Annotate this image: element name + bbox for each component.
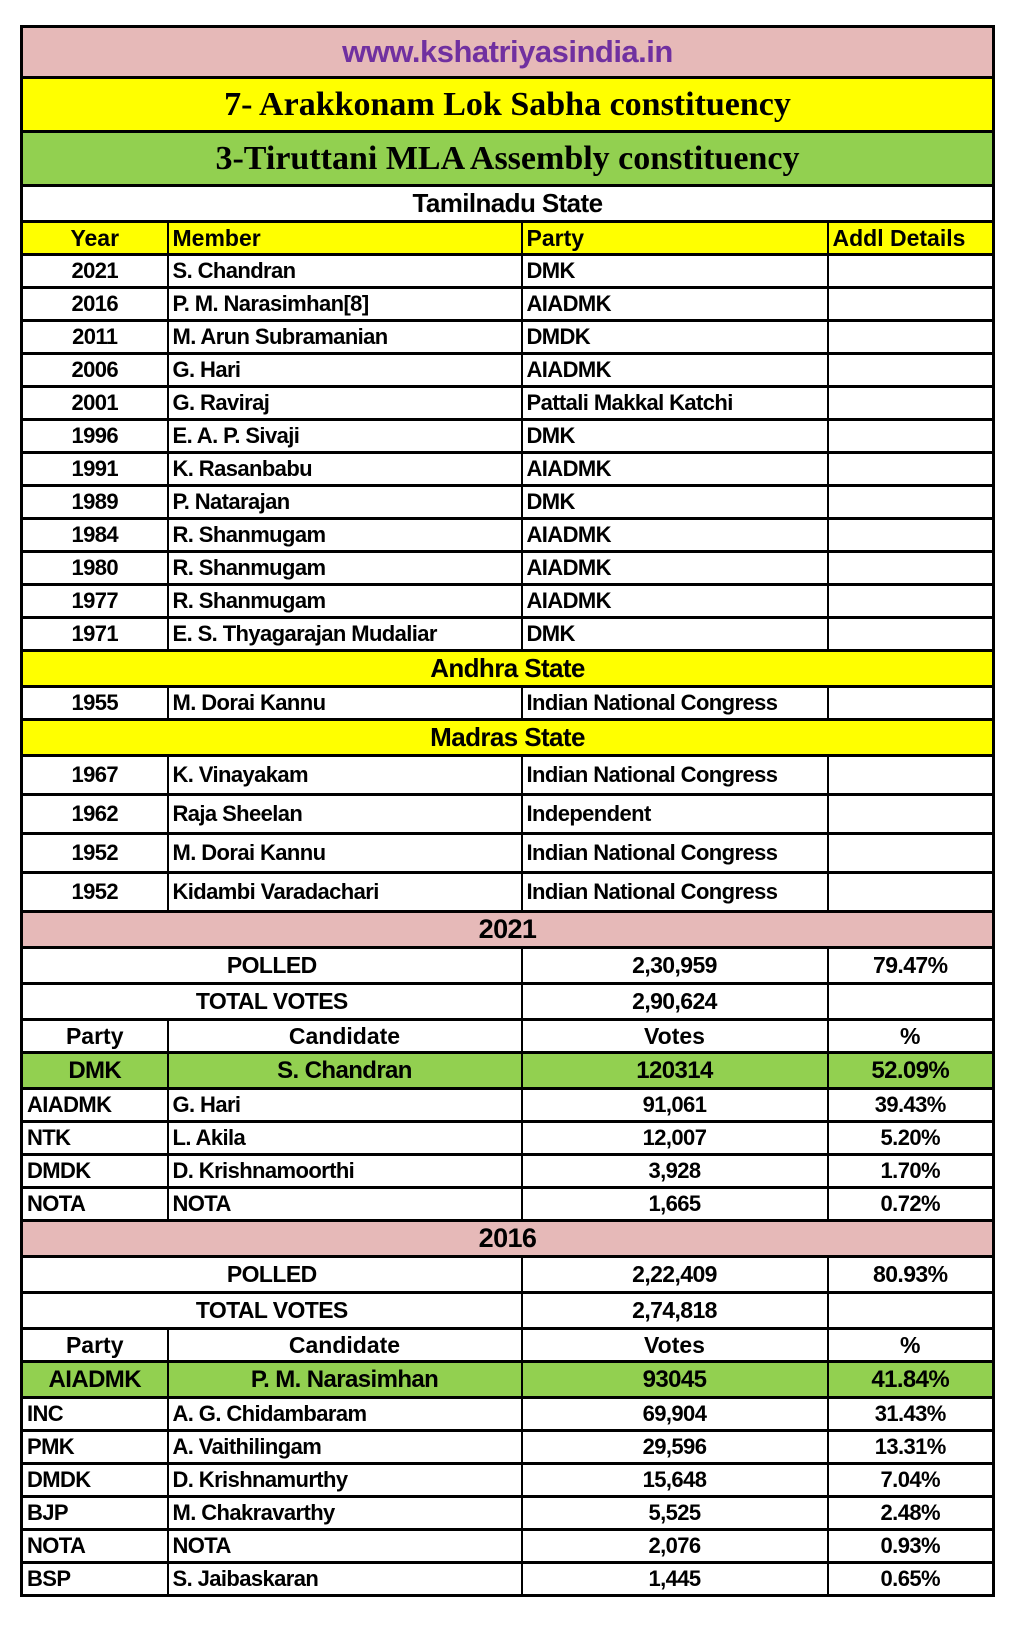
party-cell: AIADMK: [522, 519, 828, 552]
member-cell: P. M. Narasimhan[8]: [168, 288, 522, 321]
history-row: [22, 288, 994, 321]
total-votes-label: TOTAL VOTES: [22, 984, 522, 1020]
pct-col-header: %: [828, 1329, 994, 1362]
state-band-label: Andhra State: [22, 651, 994, 687]
votes-cell: 2,076: [522, 1530, 828, 1563]
member-cell: G. Raviraj: [168, 387, 522, 420]
addl-cell: [828, 756, 994, 795]
votes-cell: 1,665: [522, 1188, 828, 1221]
result-row: [22, 1089, 994, 1122]
year-cell: 1971: [22, 618, 168, 651]
party-cell: NOTA: [22, 1188, 168, 1221]
state-band-row: [22, 720, 994, 756]
member-cell: M. Dorai Kannu: [168, 687, 522, 720]
party-cell: Independent: [522, 795, 828, 834]
party-cell: Pattali Makkal Katchi: [522, 387, 828, 420]
election-year-band-row: [22, 1221, 994, 1257]
history-row: [22, 387, 994, 420]
votes-col-header: Votes: [522, 1020, 828, 1053]
polled-row: [22, 1257, 994, 1293]
site-banner-url[interactable]: www.kshatriyasindia.in: [22, 27, 994, 78]
pct-col-header: %: [828, 1020, 994, 1053]
party-cell: DMK: [522, 618, 828, 651]
polled-votes: 2,22,409: [522, 1257, 828, 1293]
year-cell: 1991: [22, 453, 168, 486]
party-cell: DMK: [522, 420, 828, 453]
total-votes-label: TOTAL VOTES: [22, 1293, 522, 1329]
candidate-cell: S. Chandran: [168, 1053, 522, 1089]
year-cell: 1962: [22, 795, 168, 834]
addl-cell: [828, 618, 994, 651]
history-col-header-row: [22, 222, 994, 255]
addl-cell: [828, 486, 994, 519]
member-cell: E. A. P. Sivaji: [168, 420, 522, 453]
party-cell: Indian National Congress: [522, 687, 828, 720]
candidate-col-header: Candidate: [168, 1329, 522, 1362]
party-cell: AIADMK: [522, 585, 828, 618]
addl-cell: [828, 834, 994, 873]
member-cell: M. Dorai Kannu: [168, 834, 522, 873]
member-cell: K. Rasanbabu: [168, 453, 522, 486]
year-cell: 1955: [22, 687, 168, 720]
assembly-title-row: [22, 132, 994, 186]
results-col-header-row: [22, 1329, 994, 1362]
pct-cell: 13.31%: [828, 1431, 994, 1464]
addl-cell: [828, 420, 994, 453]
candidate-cell: S. Jaibaskaran: [168, 1563, 522, 1596]
member-cell: M. Arun Subramanian: [168, 321, 522, 354]
history-row: [22, 687, 994, 720]
result-row: [22, 1563, 994, 1596]
result-row: [22, 1122, 994, 1155]
history-row: [22, 756, 994, 795]
result-row: [22, 1530, 994, 1563]
party-col-header: Party: [22, 1329, 168, 1362]
candidate-cell: M. Chakravarthy: [168, 1497, 522, 1530]
year-cell: 1952: [22, 873, 168, 912]
polled-pct: 79.47%: [828, 948, 994, 984]
party-cell: BSP: [22, 1563, 168, 1596]
party-col-header: Party: [522, 222, 828, 255]
history-row: [22, 453, 994, 486]
result-row: [22, 1497, 994, 1530]
election-year-label: 2021: [22, 912, 994, 948]
candidate-cell: A. Vaithilingam: [168, 1431, 522, 1464]
addl-cell: [828, 519, 994, 552]
party-cell: DMK: [522, 255, 828, 288]
year-cell: 2016: [22, 288, 168, 321]
votes-cell: 3,928: [522, 1155, 828, 1188]
history-row: [22, 873, 994, 912]
votes-cell: 69,904: [522, 1398, 828, 1431]
pct-cell: 7.04%: [828, 1464, 994, 1497]
member-cell: S. Chandran: [168, 255, 522, 288]
candidate-cell: NOTA: [168, 1530, 522, 1563]
candidate-cell: G. Hari: [168, 1089, 522, 1122]
party-cell: AIADMK: [522, 288, 828, 321]
party-cell: Indian National Congress: [522, 834, 828, 873]
total-votes-value: 2,74,818: [522, 1293, 828, 1329]
member-cell: P. Natarajan: [168, 486, 522, 519]
party-cell: AIADMK: [522, 552, 828, 585]
party-cell: AIADMK: [522, 453, 828, 486]
votes-cell: 15,648: [522, 1464, 828, 1497]
member-cell: G. Hari: [168, 354, 522, 387]
site-banner-row: [22, 27, 994, 78]
lok-sabha-title: 7- Arakkonam Lok Sabha constituency: [22, 78, 994, 132]
polled-label: POLLED: [22, 948, 522, 984]
year-cell: 1980: [22, 552, 168, 585]
member-cell: R. Shanmugam: [168, 519, 522, 552]
member-col-header: Member: [168, 222, 522, 255]
votes-cell: 1,445: [522, 1563, 828, 1596]
total-votes-row: [22, 1293, 994, 1329]
candidate-cell: P. M. Narasimhan: [168, 1362, 522, 1398]
history-row: [22, 834, 994, 873]
addl-cell: [828, 585, 994, 618]
pct-cell: 0.72%: [828, 1188, 994, 1221]
state-band-label: Tamilnadu State: [22, 186, 994, 222]
votes-cell: 12,007: [522, 1122, 828, 1155]
party-cell: PMK: [22, 1431, 168, 1464]
history-row: [22, 255, 994, 288]
polled-row: [22, 948, 994, 984]
pct-cell: 5.20%: [828, 1122, 994, 1155]
addl-col-header: Addl Details: [828, 222, 994, 255]
candidate-cell: L. Akila: [168, 1122, 522, 1155]
addl-cell: [828, 795, 994, 834]
total-votes-pct: [828, 1293, 994, 1329]
candidate-cell: NOTA: [168, 1188, 522, 1221]
lok-sabha-title-row: [22, 78, 994, 132]
polled-pct: 80.93%: [828, 1257, 994, 1293]
pct-cell: 1.70%: [828, 1155, 994, 1188]
year-cell: 2001: [22, 387, 168, 420]
result-row: [22, 1464, 994, 1497]
addl-cell: [828, 687, 994, 720]
election-year-label: 2016: [22, 1221, 994, 1257]
party-cell: AIADMK: [522, 354, 828, 387]
votes-col-header: Votes: [522, 1329, 828, 1362]
state-band-row: [22, 186, 994, 222]
member-cell: R. Shanmugam: [168, 552, 522, 585]
candidate-cell: D. Krishnamurthy: [168, 1464, 522, 1497]
year-cell: 1967: [22, 756, 168, 795]
addl-cell: [828, 453, 994, 486]
party-cell: Indian National Congress: [522, 873, 828, 912]
results-col-header-row: [22, 1020, 994, 1053]
party-cell: AIADMK: [22, 1362, 168, 1398]
pct-cell: 39.43%: [828, 1089, 994, 1122]
year-cell: 2006: [22, 354, 168, 387]
addl-cell: [828, 873, 994, 912]
history-row: [22, 618, 994, 651]
addl-cell: [828, 354, 994, 387]
party-cell: Indian National Congress: [522, 756, 828, 795]
year-cell: 1984: [22, 519, 168, 552]
history-row: [22, 321, 994, 354]
party-cell: DMDK: [22, 1464, 168, 1497]
candidate-col-header: Candidate: [168, 1020, 522, 1053]
history-row: [22, 519, 994, 552]
year-col-header: Year: [22, 222, 168, 255]
total-votes-pct: [828, 984, 994, 1020]
party-cell: DMDK: [522, 321, 828, 354]
year-cell: 2011: [22, 321, 168, 354]
addl-cell: [828, 321, 994, 354]
party-cell: AIADMK: [22, 1089, 168, 1122]
history-sections: [22, 186, 994, 912]
total-votes-value: 2,90,624: [522, 984, 828, 1020]
year-cell: 1989: [22, 486, 168, 519]
member-cell: E. S. Thyagarajan Mudaliar: [168, 618, 522, 651]
pct-cell: 0.65%: [828, 1563, 994, 1596]
pct-cell: 2.48%: [828, 1497, 994, 1530]
addl-cell: [828, 255, 994, 288]
member-cell: K. Vinayakam: [168, 756, 522, 795]
party-cell: INC: [22, 1398, 168, 1431]
addl-cell: [828, 288, 994, 321]
result-row: [22, 1398, 994, 1431]
history-row: [22, 486, 994, 519]
result-row: [22, 1188, 994, 1221]
addl-cell: [828, 387, 994, 420]
year-cell: 1977: [22, 585, 168, 618]
history-row: [22, 552, 994, 585]
party-cell: DMK: [522, 486, 828, 519]
winner-row: [22, 1053, 994, 1089]
result-row: [22, 1155, 994, 1188]
history-row: [22, 585, 994, 618]
candidate-cell: A. G. Chidambaram: [168, 1398, 522, 1431]
pct-cell: 0.93%: [828, 1530, 994, 1563]
year-cell: 1952: [22, 834, 168, 873]
party-cell: DMDK: [22, 1155, 168, 1188]
total-votes-row: [22, 984, 994, 1020]
member-cell: Kidambi Varadachari: [168, 873, 522, 912]
history-row: [22, 354, 994, 387]
polled-label: POLLED: [22, 1257, 522, 1293]
pct-cell: 41.84%: [828, 1362, 994, 1398]
votes-cell: 29,596: [522, 1431, 828, 1464]
result-row: [22, 1431, 994, 1464]
assembly-title: 3-Tiruttani MLA Assembly constituency: [22, 132, 994, 186]
party-cell: NOTA: [22, 1530, 168, 1563]
candidate-cell: D. Krishnamoorthi: [168, 1155, 522, 1188]
history-row: [22, 420, 994, 453]
member-cell: Raja Sheelan: [168, 795, 522, 834]
state-band-label: Madras State: [22, 720, 994, 756]
year-cell: 2021: [22, 255, 168, 288]
pct-cell: 52.09%: [828, 1053, 994, 1089]
constituency-table: [20, 25, 995, 1597]
party-cell: DMK: [22, 1053, 168, 1089]
winner-row: [22, 1362, 994, 1398]
addl-cell: [828, 552, 994, 585]
party-cell: NTK: [22, 1122, 168, 1155]
party-col-header: Party: [22, 1020, 168, 1053]
polled-votes: 2,30,959: [522, 948, 828, 984]
votes-cell: 5,525: [522, 1497, 828, 1530]
page-header-rows: [22, 27, 994, 186]
member-cell: R. Shanmugam: [168, 585, 522, 618]
votes-cell: 91,061: [522, 1089, 828, 1122]
history-row: [22, 795, 994, 834]
pct-cell: 31.43%: [828, 1398, 994, 1431]
election-sections: [22, 912, 994, 1596]
state-band-row: [22, 651, 994, 687]
party-cell: BJP: [22, 1497, 168, 1530]
votes-cell: 93045: [522, 1362, 828, 1398]
votes-cell: 120314: [522, 1053, 828, 1089]
election-year-band-row: [22, 912, 994, 948]
year-cell: 1996: [22, 420, 168, 453]
